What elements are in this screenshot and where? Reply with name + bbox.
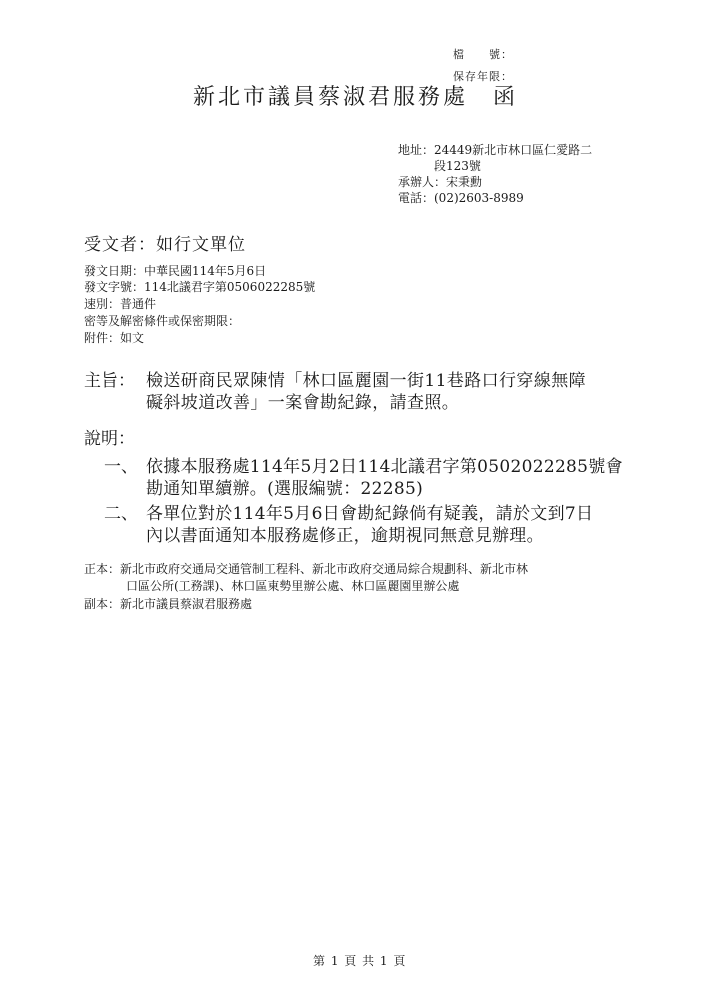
explanation-item-1-line1: 依據本服務處114年5月2日114北議君字第0502022285號會 [146,457,623,477]
sender-handler: 承辦人：宋秉勳 [398,175,483,189]
explanation-label: 說明： [84,429,135,449]
explanation-item-2-line1: 各單位對於114年5月6日會勘紀錄倘有疑義，請於文到7日 [146,504,594,524]
recipient: 受文者：如行文單位 [84,235,246,255]
attachment: 附件：如文 [84,331,145,345]
urgency: 速別：普通件 [84,297,157,311]
retention-period-label: 保存年限： [453,70,513,83]
main-recipients-label: 正本： [84,562,121,576]
document-title: 新北市議員蔡淑君服務處 函 [193,85,519,110]
main-recipients-line2: 口區公所(工務課)、林口區東勢里辦公處、林口區麗園里辦公處 [126,579,460,593]
explanation-item-1-number: 一、 [104,457,138,477]
main-recipients-line1: 新北市政府交通局交通管制工程科、新北市政府交通局綜合規劃科、新北市林 [120,562,529,576]
sender-address-line1: 地址：24449新北市林口區仁愛路二 [398,143,593,157]
subject-label: 主旨： [84,371,135,391]
subject-line2: 礙斜坡道改善」一案會勘紀錄，請查照。 [146,393,460,413]
sender-address-line2: 段123號 [434,159,481,173]
explanation-item-2-line2: 內以書面通知本服務處修正，逾期視同無意見辦理。 [146,526,544,546]
copy-recipients-text: 新北市議員蔡淑君服務處 [120,597,253,611]
file-number-label: 檔 號： [453,48,513,61]
explanation-item-2-number: 二、 [104,504,138,524]
sender-phone: 電話：(02)2603-8989 [398,191,524,205]
confidentiality: 密等及解密條件或保密期限： [84,314,241,328]
issue-date: 發文日期：中華民國114年5月6日 [84,264,267,278]
explanation-item-1-line2: 勘通知單續辦。(選服編號：22285) [146,479,424,499]
subject-line1: 檢送研商民眾陳情「林口區麗園一街11巷路口行穿線無障 [146,371,587,391]
page-number: 第 1 頁 共 1 頁 [313,954,407,968]
copy-recipients-label: 副本： [84,597,121,611]
issue-number: 發文字號：114北議君字第0506022285號 [84,280,316,294]
